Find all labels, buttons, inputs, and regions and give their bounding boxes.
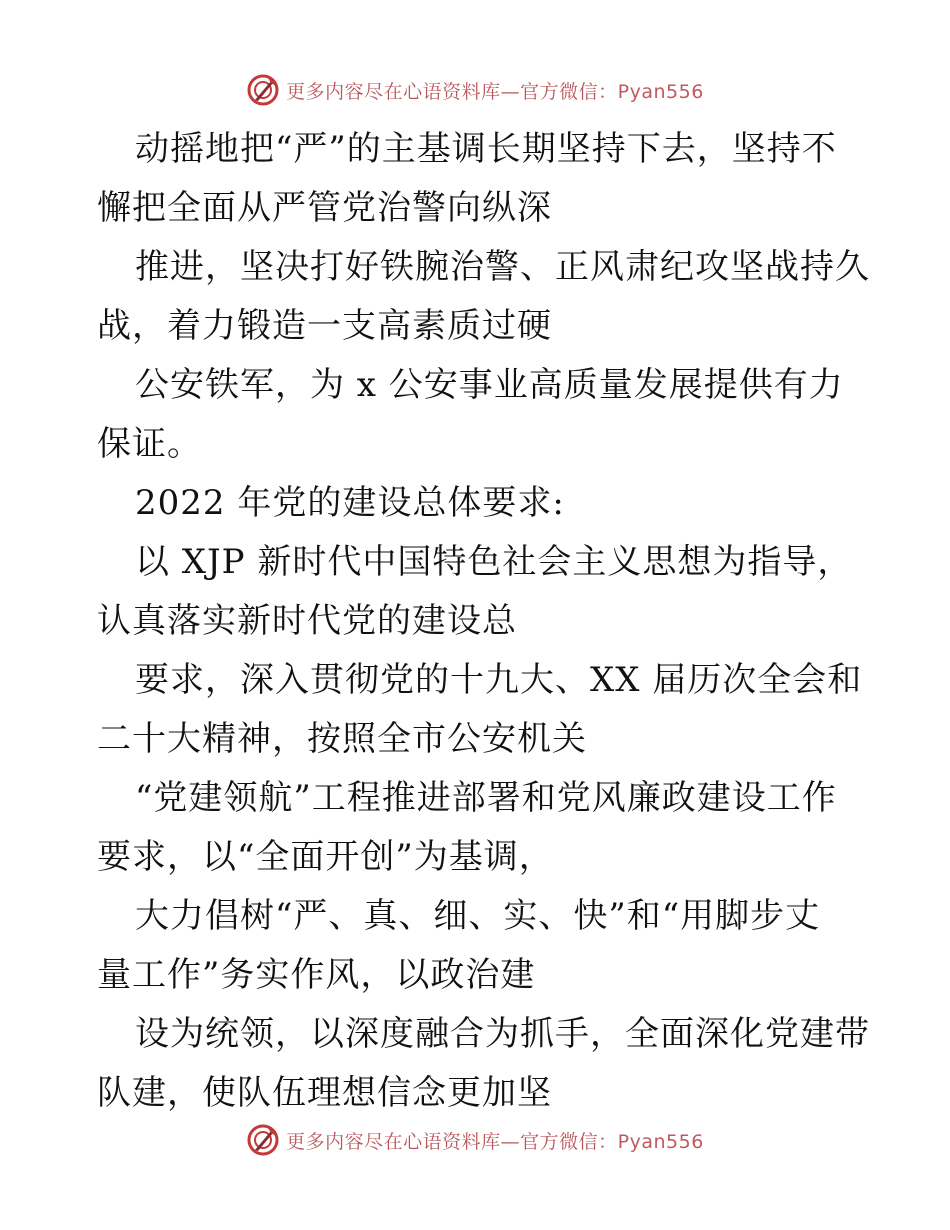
body-line: 要求，深入贯彻党的十九大、XX 届历次全会和 xyxy=(135,660,863,700)
body-line: 公安铁军，为 x 公安事业高质量发展提供有力 xyxy=(135,365,844,405)
quill-logo-icon xyxy=(246,1123,280,1157)
body-line: 队建，使队伍理想信念更加坚 xyxy=(97,1073,552,1113)
body-line: 懈把全面从严管党治警向纵深 xyxy=(97,188,552,228)
footer-banner-handle: Pyan556 xyxy=(617,1130,704,1153)
body-line: 推进，坚决打好铁腕治警、正风肃纪攻坚战持久 xyxy=(135,247,870,287)
body-line: 动摇地把“严”的主基调长期坚持下去，坚持不 xyxy=(135,129,837,169)
document-body xyxy=(97,120,870,1123)
body-line: 认真落实新时代党的建设总 xyxy=(97,601,517,641)
body-line: 量工作”务实作风，以政治建 xyxy=(97,955,536,995)
body-line: 要求，以“全面开创”为基调， xyxy=(97,837,554,877)
section-heading: 2022 年党的建设总体要求: xyxy=(135,483,565,523)
footer-banner-text: 更多内容尽在心语资料库—官方微信：Pyan556 xyxy=(286,1130,704,1153)
body-line: 保证。 xyxy=(97,424,202,464)
header-banner xyxy=(0,70,950,110)
header-banner-text: 更多内容尽在心语资料库—官方微信：Pyan556 xyxy=(286,80,704,103)
quill-logo-icon xyxy=(246,73,280,107)
body-line: 战，着力锻造一支高素质过硬 xyxy=(97,306,552,346)
header-banner-handle: Pyan556 xyxy=(617,80,704,103)
footer-banner xyxy=(0,1120,950,1160)
body-line: 大力倡树“严、真、细、实、快”和“用脚步丈 xyxy=(135,896,821,936)
body-line: 以 XJP 新时代中国特色社会主义思想为指导， xyxy=(135,542,853,582)
body-line: 二十大精神，按照全市公安机关 xyxy=(97,719,587,759)
body-line: 设为统领，以深度融合为抓手，全面深化党建带 xyxy=(135,1014,870,1054)
body-line: “党建领航”工程推进部署和党风廉政建设工作 xyxy=(135,778,837,818)
